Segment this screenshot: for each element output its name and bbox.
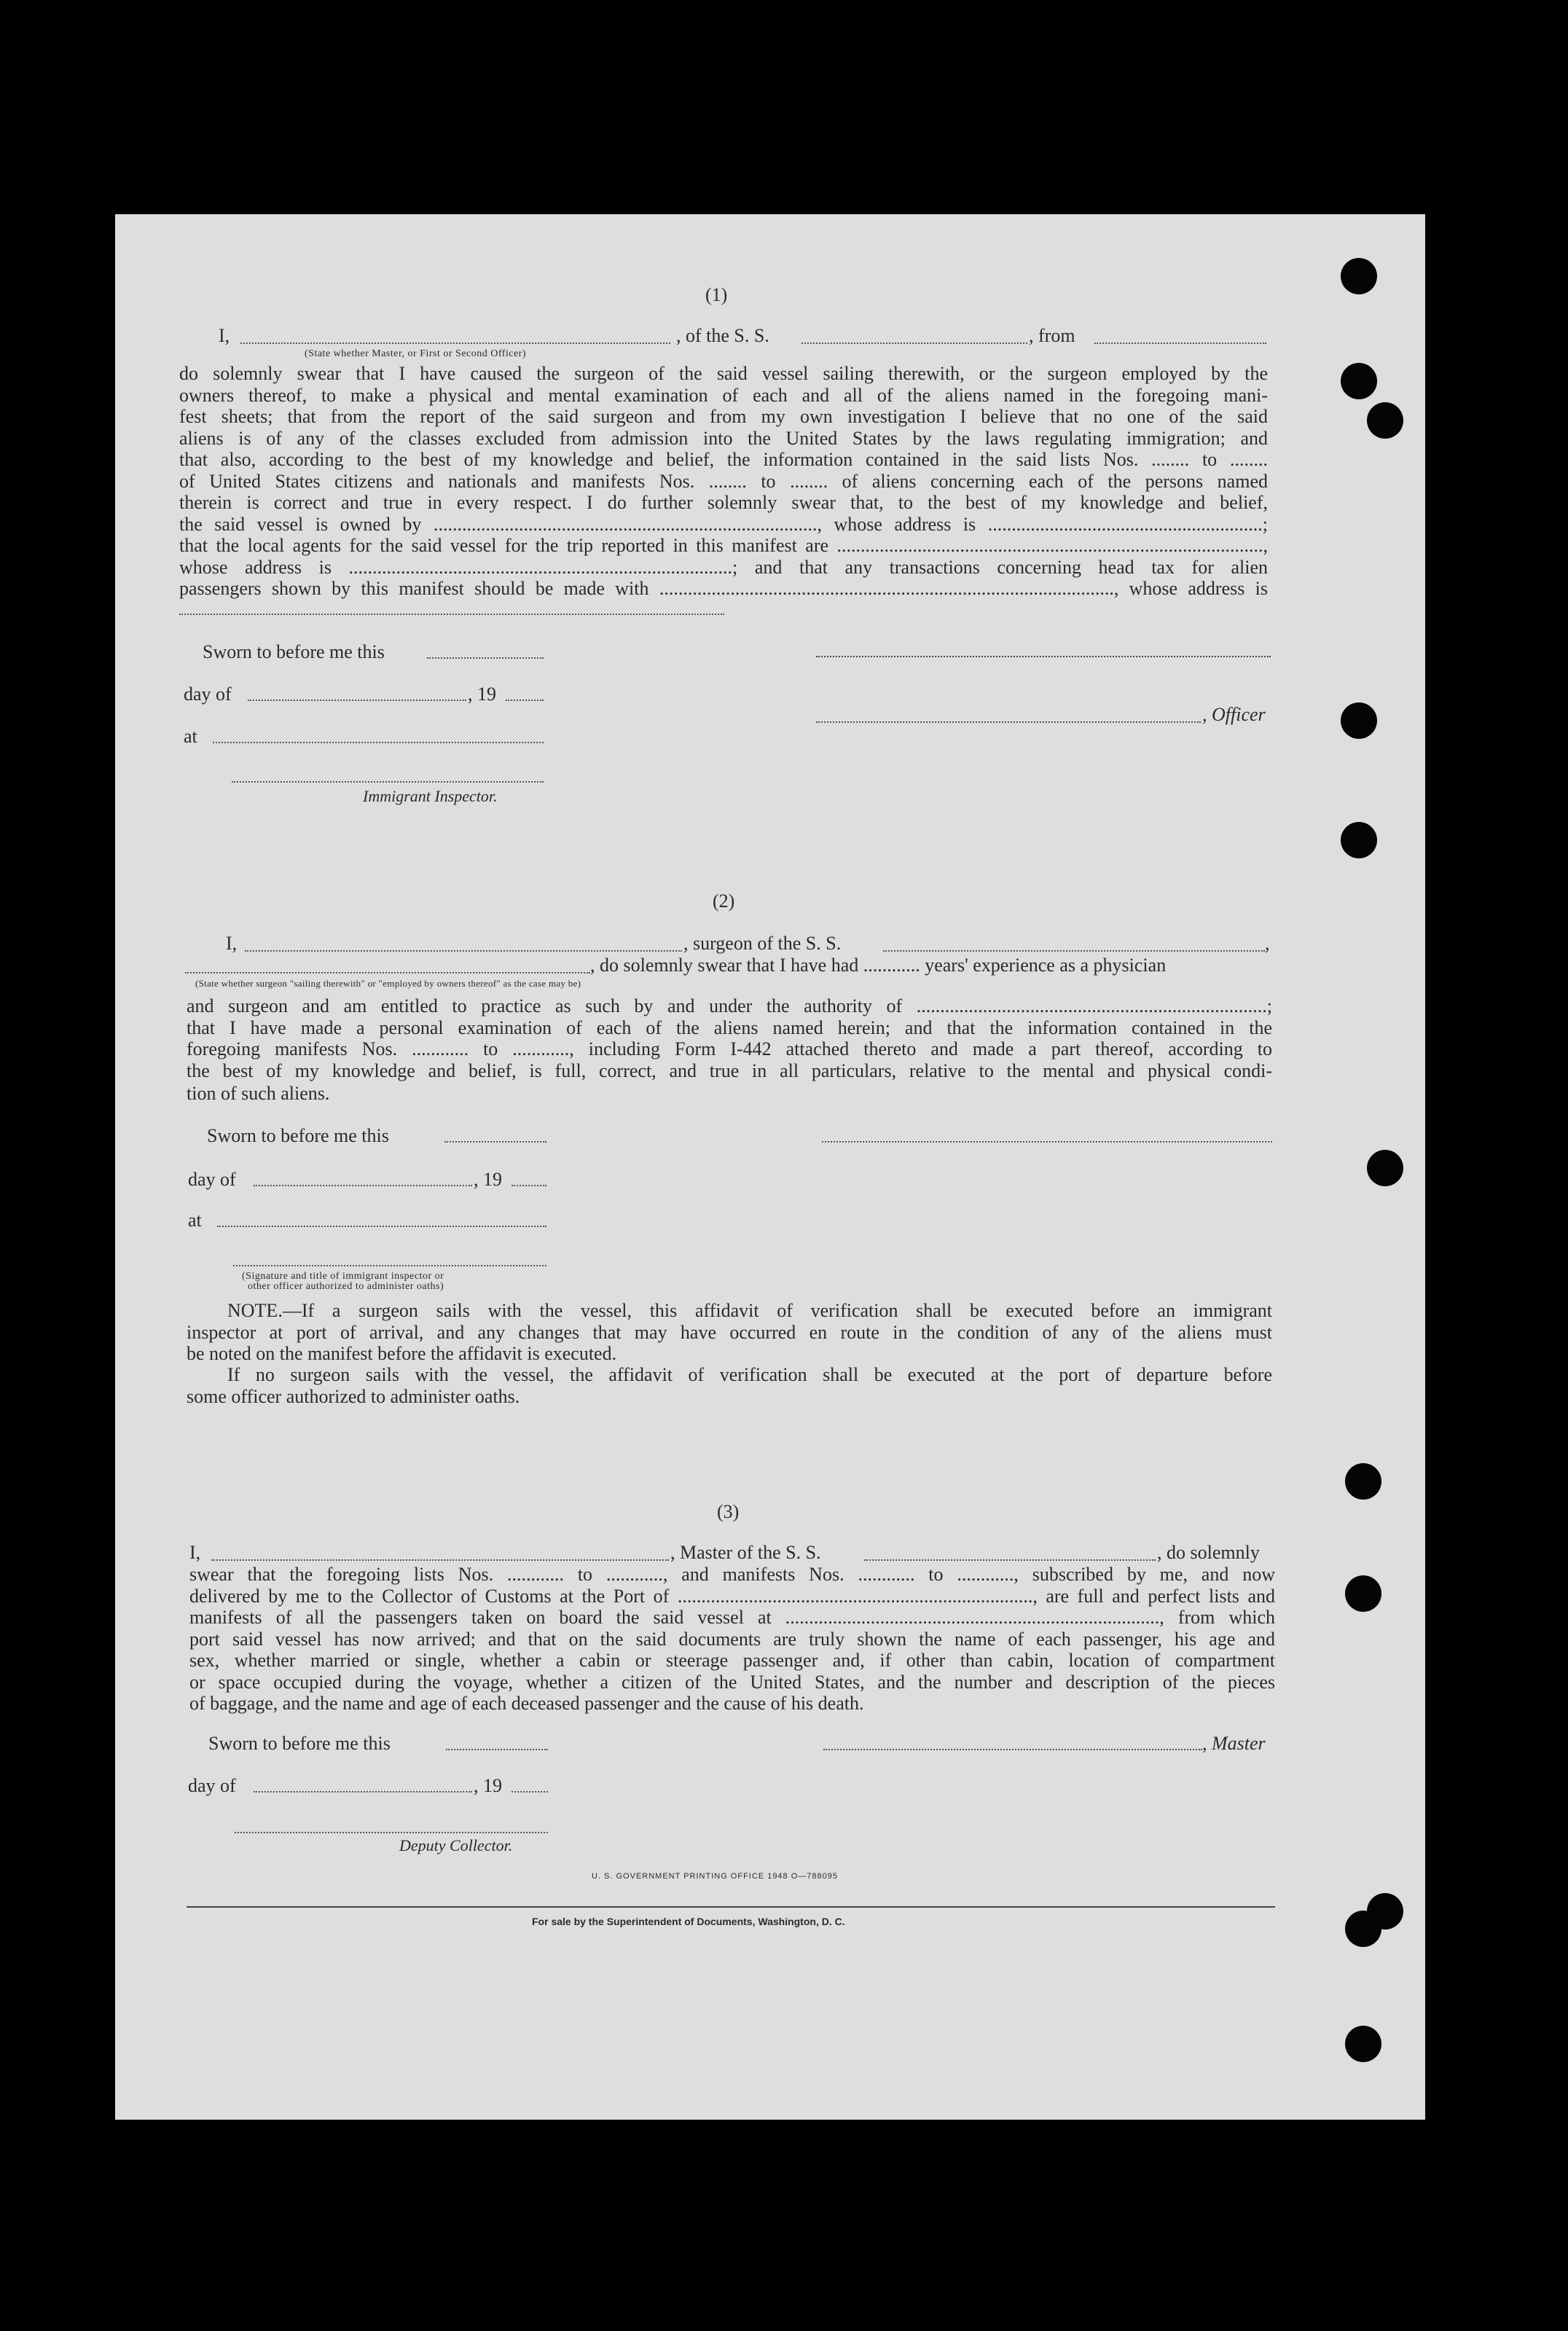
officer-title-line[interactable] xyxy=(816,721,1201,723)
vessel-name-field[interactable] xyxy=(883,950,1265,952)
year-label: , 19 xyxy=(468,683,496,705)
note2-paragraph xyxy=(227,1364,1272,1386)
oath-line: therein is correct and true in every respect. I do further solemnly swear that, to the best of my knowledge and belief, xyxy=(179,492,1268,513)
note-line: NOTE.—If a surgeon sails with the vessel, this affidavit of verification shall be executed before an immigrant xyxy=(227,1300,1272,1321)
note-last-line: be noted on the manifest before the affidavit is executed. xyxy=(187,1343,617,1364)
signature-caption: other officer authorized to administer oaths) xyxy=(248,1281,444,1292)
sworn-label: Sworn to before me this xyxy=(207,1125,389,1146)
year-field[interactable] xyxy=(506,700,544,701)
oath-line: the best of my knowledge and belief, is full, correct, and true in all particulars, relative to the mental and physical condi- xyxy=(187,1059,1272,1081)
sworn-day-field[interactable] xyxy=(427,657,544,659)
section-number: (3) xyxy=(717,1501,740,1522)
comma: , xyxy=(1265,933,1270,954)
punch-hole xyxy=(1341,822,1377,858)
surgeon-name-field[interactable] xyxy=(245,950,682,952)
swear-line: , do solemnly swear that I have had ............ years' experience as a physician xyxy=(590,955,1167,976)
sworn-label: Sworn to before me this xyxy=(208,1733,391,1754)
oath-line: that also, according to the best of my knowledge and belief, the information contained in the said lists Nos. ........ to ........ xyxy=(179,449,1268,470)
section-number: (2) xyxy=(713,890,735,912)
note2-last-line: some officer authorized to administer oaths. xyxy=(187,1386,520,1407)
sworn-day-field[interactable] xyxy=(446,1749,548,1750)
oath-line: or space occupied during the voyage, whether a citizen of the United States, and the number and description of the pieces xyxy=(189,1671,1275,1693)
oath-line: passengers shown by this manifest should be made with ................................................................................................, whose address is xyxy=(179,578,1268,599)
master-paragraph xyxy=(189,1564,1275,1693)
officer-label: , Officer xyxy=(1202,704,1266,725)
at-field[interactable] xyxy=(217,1226,546,1227)
master-caption: (State whether Master, or First or Second Officer) xyxy=(305,348,527,359)
punch-hole xyxy=(1367,1150,1403,1186)
note-paragraph xyxy=(187,1300,1272,1343)
oath-line: swear that the foregoing lists Nos. ............ to ............, and manifests Nos. ............ to ............, subscribed by me, and now xyxy=(189,1564,1275,1585)
punch-hole xyxy=(1345,2026,1381,2062)
punch-hole xyxy=(1345,1575,1381,1612)
year-field[interactable] xyxy=(511,1185,546,1186)
inspector-signature-line[interactable] xyxy=(232,781,544,783)
printing-office-imprint: U. S. GOVERNMENT PRINTING OFFICE 1948 O—788095 xyxy=(592,1872,838,1881)
day-of-field[interactable] xyxy=(254,1791,472,1793)
surgeon-caption: (State whether surgeon "sailing therewith" or "employed by owners thereof" as the case may be) xyxy=(195,978,581,989)
master-name-field[interactable] xyxy=(240,342,670,344)
intro-i: I, xyxy=(219,325,230,346)
note-line: If no surgeon sails with the vessel, the affidavit of verification shall be executed at the port of departure before xyxy=(227,1364,1272,1385)
collector-caption: Deputy Collector. xyxy=(399,1836,513,1854)
day-of-label: day of xyxy=(188,1775,236,1796)
intro-i: I, xyxy=(189,1542,201,1563)
from-port-field[interactable] xyxy=(1094,342,1266,344)
surgeon-paragraph xyxy=(187,995,1272,1081)
of-ss-label: , of the S. S. xyxy=(676,325,769,346)
oath-line: the said vessel is owned by ................................................................................., whose address is ..........................................................; xyxy=(179,513,1268,535)
agent-address-field[interactable] xyxy=(179,614,724,615)
master-name-field[interactable] xyxy=(211,1559,669,1561)
day-of-label: day of xyxy=(188,1169,236,1190)
oath-line: fest sheets; that from the report of the said surgeon and from my own investigation I believe that no one of the said xyxy=(179,406,1268,427)
surgeon-signature-line[interactable] xyxy=(822,1141,1272,1143)
day-of-label: day of xyxy=(184,683,232,705)
master-signature-line[interactable] xyxy=(823,1749,1202,1750)
surgeon-type-field[interactable] xyxy=(185,972,590,973)
at-field[interactable] xyxy=(213,742,544,743)
collector-signature-line[interactable] xyxy=(235,1832,548,1833)
punch-hole xyxy=(1345,1463,1381,1500)
oath-line: that the local agents for the said vessel for the trip reported in this manifest are .........................................................................................., xyxy=(179,535,1268,556)
note-line: inspector at port of arrival, and any changes that may have occurred en route in the condition of any of the aliens must xyxy=(187,1321,1272,1343)
oath-line: that I have made a personal examination of each of the aliens named herein; and that the information contained in the xyxy=(187,1016,1272,1038)
at-label: at xyxy=(188,1210,202,1231)
official-signature-line[interactable] xyxy=(233,1265,546,1266)
punch-hole xyxy=(1341,363,1377,399)
vessel-name-field[interactable] xyxy=(801,342,1027,344)
oath-last-line: of baggage, and the name and age of each deceased passenger and the cause of his death. xyxy=(189,1693,864,1714)
sale-notice: For sale by the Superintendent of Documents, Washington, D. C. xyxy=(532,1916,845,1927)
oath-line: manifests of all the passengers taken on board the said vessel at ..............................................................................., from which xyxy=(189,1607,1275,1628)
oath-line: foregoing manifests Nos. ............ to ............, including Form I-442 attached thereto and made a part thereof, according to xyxy=(187,1038,1272,1059)
sworn-day-field[interactable] xyxy=(444,1141,546,1143)
solemnly-label: , do solemnly xyxy=(1157,1542,1260,1563)
oath-line: do solemnly swear that I have caused the surgeon of the said vessel sailing therewith, or the surgeon employed by the xyxy=(179,363,1268,384)
officer-signature-line[interactable] xyxy=(816,656,1271,657)
oath-line: owners thereof, to make a physical and mental examination of each and all of the aliens named in the foregoing mani- xyxy=(179,384,1268,406)
oath-paragraph xyxy=(179,363,1268,600)
section-number: (1) xyxy=(705,284,728,305)
master-label: , Master xyxy=(1202,1733,1266,1754)
punch-hole xyxy=(1341,702,1377,739)
day-of-field[interactable] xyxy=(254,1185,472,1186)
day-of-field[interactable] xyxy=(248,700,466,701)
oath-line: aliens is of any of the classes excluded from admission into the United States by the laws regulating immigration; and xyxy=(179,427,1268,449)
punch-hole xyxy=(1345,1911,1381,1947)
inspector-caption: Immigrant Inspector. xyxy=(363,787,498,805)
oath-line: of United States citizens and nationals and manifests Nos. ........ to ........ of aliens concerning each of the persons named xyxy=(179,470,1268,492)
at-label: at xyxy=(184,726,197,747)
year-field[interactable] xyxy=(511,1791,548,1793)
oath-line: delivered by me to the Collector of Customs at the Port of ..........................................................................., are full and perfect lists and xyxy=(189,1585,1275,1607)
footer-rule xyxy=(187,1906,1275,1908)
sworn-label: Sworn to before me this xyxy=(203,641,385,662)
oath-last-line: tion of such aliens. xyxy=(187,1083,330,1104)
year-label: , 19 xyxy=(474,1169,502,1190)
year-label: , 19 xyxy=(474,1775,502,1796)
surgeon-of-label: , surgeon of the S. S. xyxy=(683,933,842,954)
punch-hole xyxy=(1367,402,1403,439)
from-label: , from xyxy=(1029,325,1075,346)
intro-i: I, xyxy=(226,933,238,954)
oath-line: and surgeon and am entitled to practice as such by and under the authority of ..........................................................................; xyxy=(187,995,1272,1016)
oath-line: sex, whether married or single, whether a cabin or steerage passenger and, if other than cabin, location of compartment xyxy=(189,1650,1275,1671)
oath-line: whose address is .................................................................................; and that any transactions concerning head tax for alien xyxy=(179,556,1268,578)
master-of-label: , Master of the S. S. xyxy=(670,1542,821,1563)
vessel-name-field[interactable] xyxy=(864,1559,1156,1561)
punch-hole xyxy=(1341,258,1377,294)
oath-line: port said vessel has now arrived; and that on the said documents are truly shown the name of each passenger, his age and xyxy=(189,1628,1275,1650)
signature-caption: (Signature and title of immigrant inspector or xyxy=(242,1271,444,1282)
